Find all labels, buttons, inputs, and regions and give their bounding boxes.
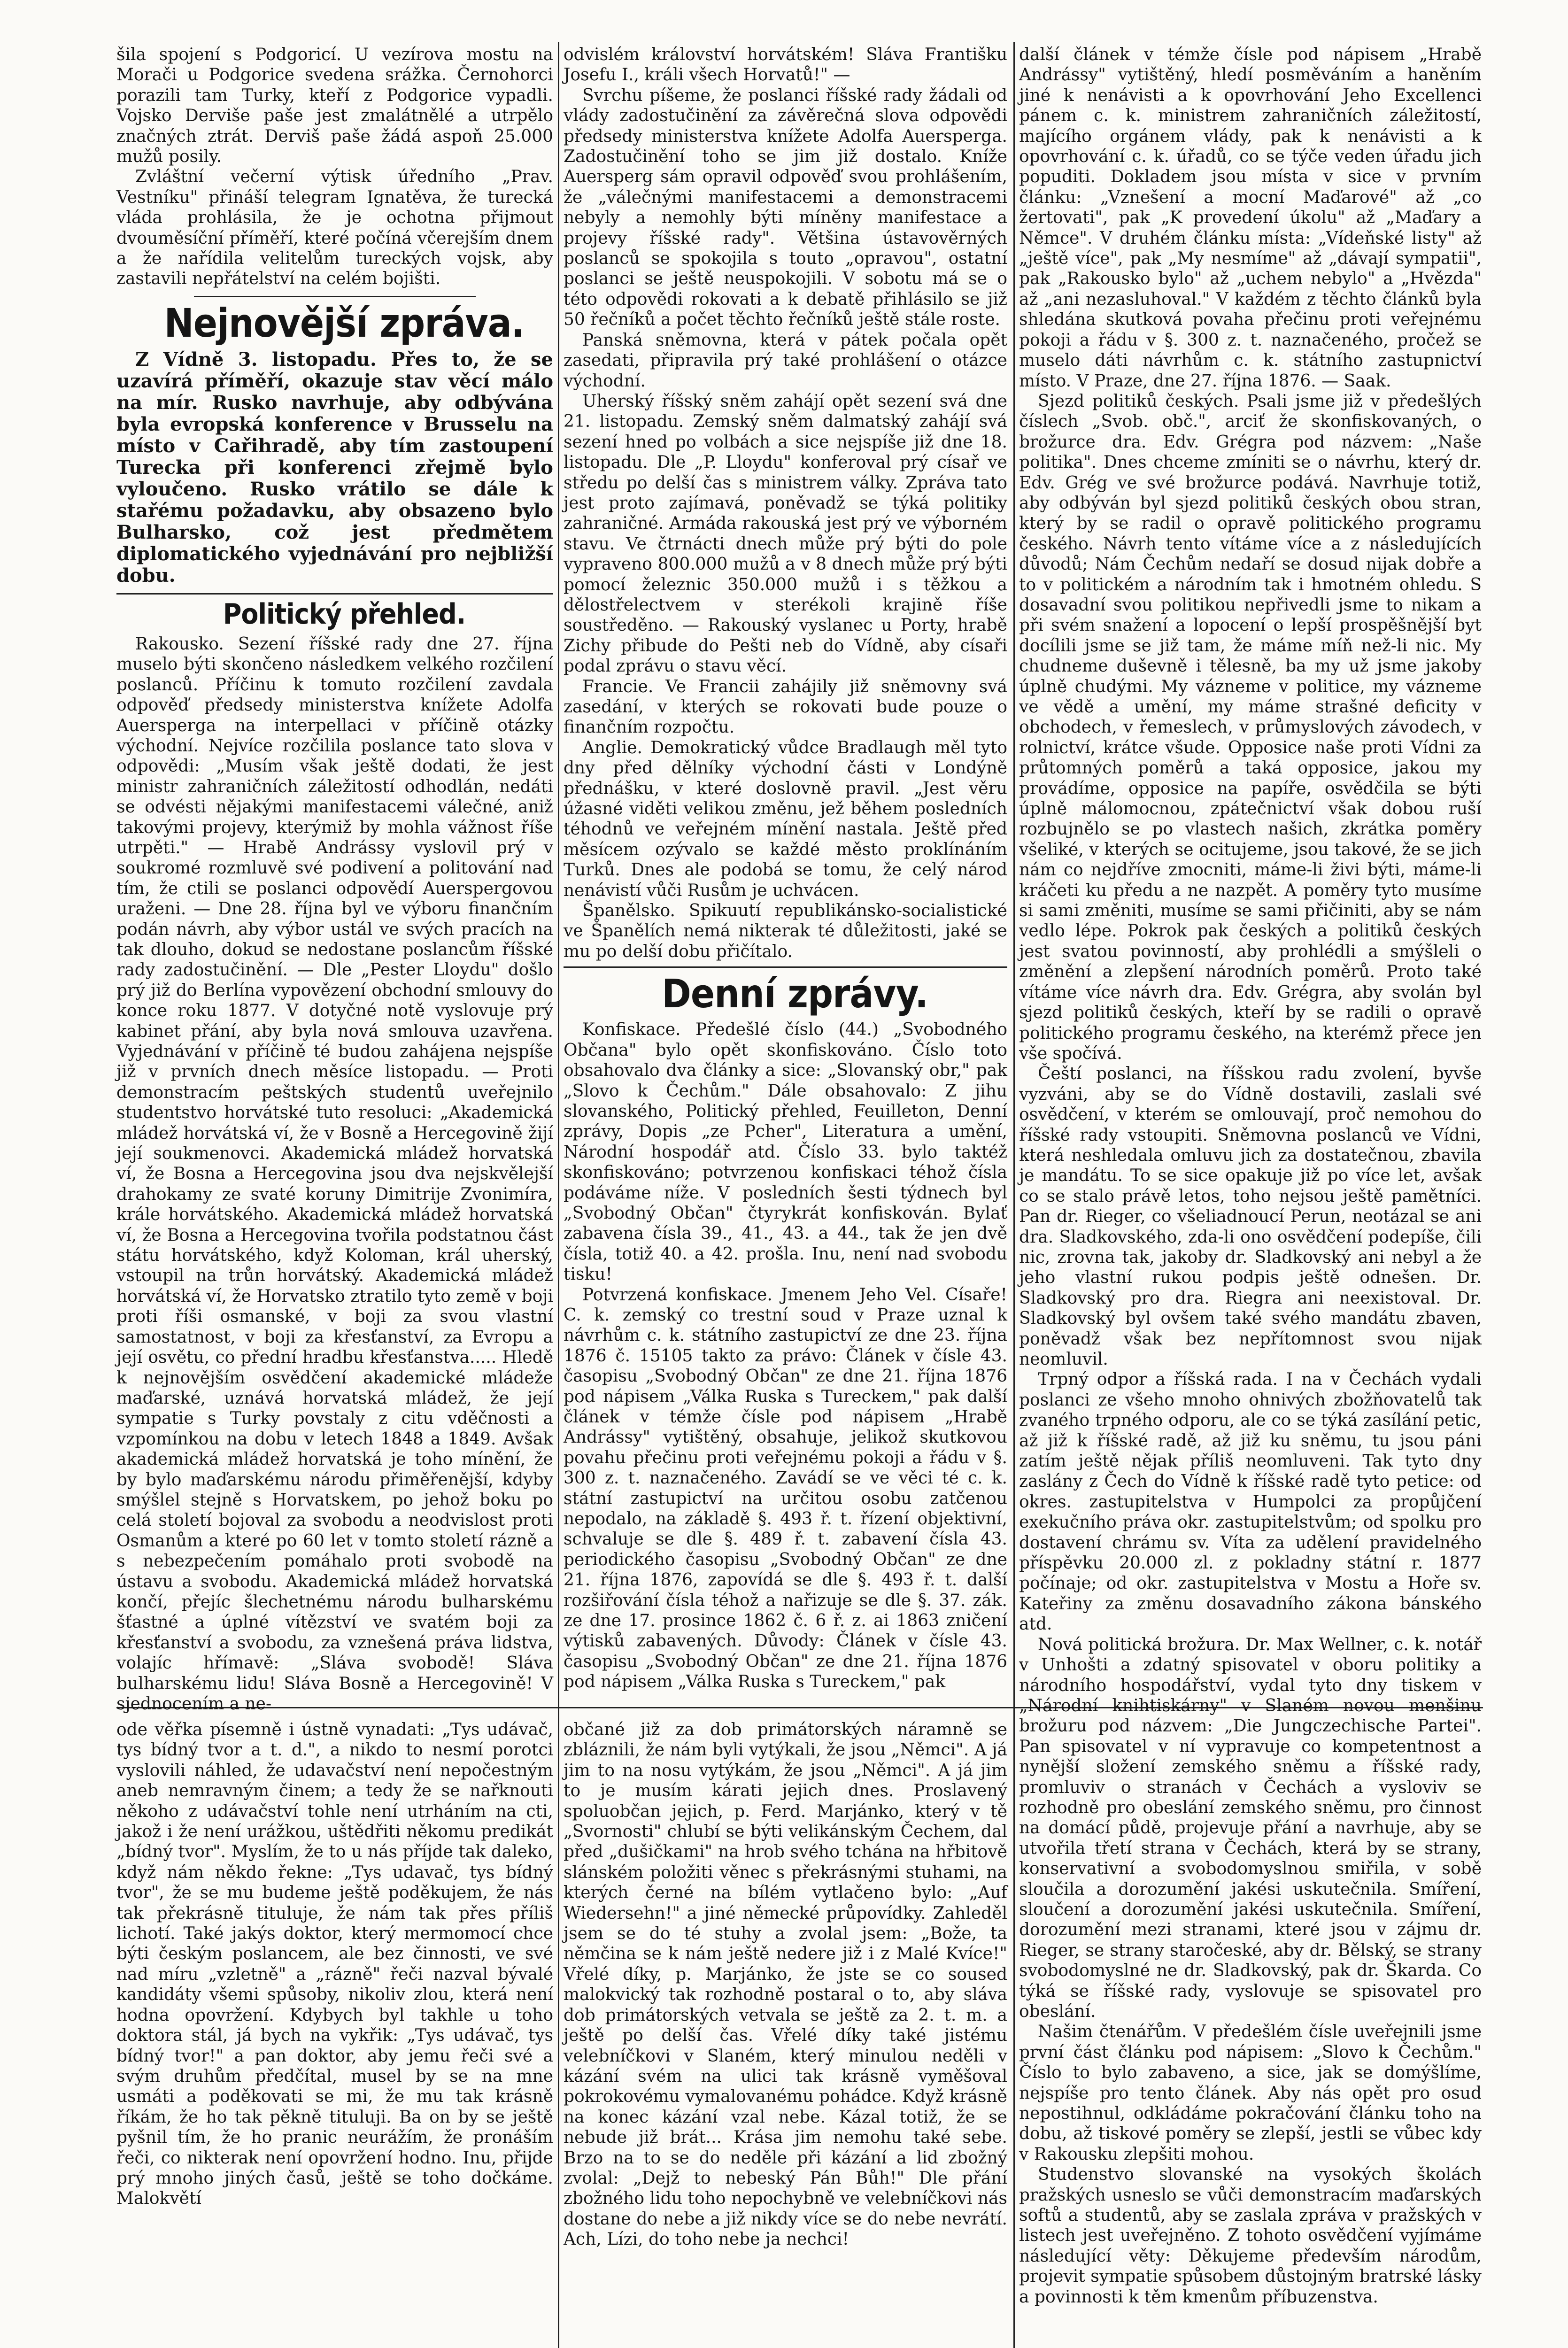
article-paragraph: Trpný odpor a říšská rada. I na v Čechách vydali poslanci ze všeho mnoho ohnivých zbožňovatelů tak zvaného trpného odporu, ale co se týká zasílání petic, až již k říšské radě, až již ku sněmu, tu jsou páni zatím ještě nějak příliš neomluveni. Tak tyto dny zaslány z Čech do Vídně k říšské radě tyto petice: od okres. zastupitelstva v Humpolci za propůjčení exekučního práva okr. zastupitelstvům; od spolku pro dostavení chrámu sv. Víta za udělení pravidelného příspěvku 20.000 zl. z pokladny státní r. 1877 počínaje; od okr. zastupitelstva v Mostu a Hoře sv. Kateřiny za změnu dosavadního zákona bánského atd. [1019,1370,1482,1634]
article-paragraph: Uherský říšský sněm zahájí opět sezení svá dne 21. listopadu. Zemský sněm dalmatský zahájí svá sezení hned po volbách a sice nejspíše již dne 18. listopadu. Dle „P. Lloydu" konferoval prý císař ve středu po delší čas s ministrem války. Zpráva tato jest proto zajímavá, poněvadž se týká politiky zahraničné. Armáda rakouská jest prý ve výborném stavu. Ve čtrnácti dnech může prý býti do pole vypraveno 800.000 mužů a v 8 dnech může prý býti pomocí železnic 350.000 mužů i s těžkou a dělostřelectvem v sterékoli krajině říše soustředěno. — Rakouský vyslanec u Porty, hrabě Zichy přibude do Pešti neb do Vídně, aby císaři podal zprávu o stavu věcí. [564,391,1007,676]
article-paragraph: Zvláštní večerní výtisk úředního „Prav. Vestníku" přináší telegram Ignatěva, že turecká vláda prohlásila, že je ochotna přijmout dvouměsíční příměří, které počíná včerejším dnem a že nařídila velitelům tureckých vojsk, aby zastavili nepřátelství na celém bojišti. [116,167,553,289]
article-paragraph: Sjezd politiků českých. Psali jsme již v předešlých číslech „Svob. obč.", arciť že skonfiskovaných, o brožurce dra. Edv. Grégra pod názvem: „Naše politika". Dnes chceme zmíniti se o návrhu, který dr. Edv. Grég ve své brožurce podává. Navrhuje totiž, aby odbýván byl sjezd politiků českých obou stran, který by se radil o opravě politického programu českého. Návrh tento vítáme více a z následujících důvodů; Nám Čechům nedaří se dosud nijak dobře a to v politickém a národním tak i hmotném ohledu. S dosavadní svou politikou nepřivedli jsme to nikam a při svém snažení a lopocení o lepší prospěšnější byt docílili jsme se již tam, že máme míň než-li nic. My chudneme duševně i tělesně, ba my už jsme jakoby úplně chudými. My vázneme v politice, my vázneme ve vědě a umění, my máme strašné deficity v obchodech, v řemeslech, v průmyslových závodech, v rolnictví, krátce všude. Opposice naše proti Vídni za průtomných poměrů a taká opposice, jakou my provádíme, opposice na papíře, osvědčila se býti úplně málomocnou, zpátečnictví však dobou ruší rozbujnělo se po vlastech našich, zkrátka poměry všeliké, v kterých se ocitujeme, jsou takové, že se jich nám co nejdříve zmocniti, máme-li živi býti, máme-li kráčeti ku předu a ne nazpět. A poměry tyto musíme si sami změniti, musíme se sami přičiniti, aby se nám vedlo lépe. Pokrok pak českých a politiků českých jest svatou povinností, aby prohlédli a smýšleli o změnění a zlepšení národních poměrů. Proto také vítáme více návrh dra. Edv. Grégra, aby svolán byl sjezd politiků českých, kteří by se radili o opravě politického programu českého, na kterémž přece jen vše spočívá. [1019,391,1482,1063]
article-paragraph: Studenstvo slovanské na vysokých školách pražských usneslo se vůči demonstracím maďarských softů a studentů, aby se zaslala zpráva v pražských v listech jest uveřejněno. Z tohoto osvědčení vyjímáme následující věty: Děkujeme především národům, projevit sympatie spůsobem důstojným bratrské lásky a povinnosti k těm kmenům příbuzenstva. [1019,2165,1482,2307]
review-heading: Politický přehled. [223,597,466,631]
column-1-top [116,45,553,1714]
column-divider-left [558,42,559,2348]
article-paragraph: Našim čtenářům. V předešlém čísle uveřejnili jsme první část článku pod nápisem: „Slovo k Čechům." Číslo to bylo zabaveno, a sice, jak se domýšlíme, nejspíše pro tento článek. Aby nás opět pro osud nepostihnul, odkládáme pokračování článku toho na dobu, až tiskové poměry se zlepší, jestli se vůbec kdy v Rakousku zlepšiti mohou. [1019,2022,1482,2164]
article-paragraph: další článek v témže čísle pod nápisem „Hrabě Andrássy" vytištěný, hledí posměváním a haněním jiné k nenávisti a k opovrhování Jeho Excellenci pánem c. k. ministrem zahraničních záležitostí, majícího orgánem vlády, pak k nenávisti a k opovrhování c. k. úřadů, co se týče veden úřadu jich popuditi. Dokladem jsou místa v sice v prvním článku: „Vznešení a mocní Maďarové" až „co žertovati", pak „K provedení úkolu" až „Maďary a Němce". V druhém článku místa: „Vídeňské listy" až „ještě více", pak „My nesmíme" až „dávají sympatii", pak „Rakousko bylo" až „uchem nebylo" a „Hvězda" až „ani nezasluhoval." V každém z těchto článků byla shledána skutková povaha přečinu proti veřejnému pokoji a řádu v §. 300 z. t. naznačeného, pročež se muselo dáti návrhům c. k. státního zastupnictví místo. V Praze, dne 27. října 1876. — Saak. [1019,45,1482,391]
column-2-bottom [564,1720,1007,2348]
feuilleton-paragraph: ode věřka písemně i ústně vynadati: „Tys udávač, tys bídný tvor a t. d.", a nikdo to nesmí porotci vyslovili náhled, že udavačství není nepočestným aneb nemravným činem; a tedy že se nařknouti někoho z udávačství tohle není utrháním na cti, jakož i že není urážkou, uštědřiti někomu predikát „bídný tvor". Myslím, že to u nás příjde tak daleko, když nám někdo řekne: „Tys udavač, tys bídný tvor", že se mu budeme ještě poděkujem, že nás tak překrásně tituluje, že nám tak přes příliš lichotí. Také jakýs doktor, který mermomocí chce býti českým poslancem, ale bez činnosti, ve své nad míru „vzletně" a „rázně" řeči nazval bývalé kandidáty všemi spůsoby, nikoliv zlou, která není hodna opovržení. Kdybych byl takhle u toho doktora stál, já bych na vykřik: „Tys udávač, tys bídný tvor!" a pan doktor, aby jemu řeči své a svým druhům předčítal, musel by se na mne usmáti a poděkovati se mi, že mu tak krásně říkám, že ho tak pěkně tituluji. Ba on by se ještě pyšnil tím, že ho pranic neurážím, že pronáším řeči, co nikterak není opovržení hodno. Inu, přijde prý mnoho jiných časů, ještě se toho dočkáme. Malokvětí [116,1720,553,2209]
article-paragraph: šila spojení s Podgoricí. U vezírova mostu na Morači u Podgorice svedena srážka. Černohorci porazili tam Turky, kteří z Podgorice vypadli. Vojsko Derviše paše jest zmalátnělé a utrpělo značných ztrát. Derviš paše žádá aspoň 25.000 mužů posily. [116,45,553,167]
article-paragraph: Konfiskace. Předešlé číslo (44.) „Svobodného Občana" bylo opět skonfiskováno. Číslo toto obsahovalo dva články a sice: „Slovanský obr," pak „Slovo k Čechům." Dále obsahovalo: Z jihu slovanského, Politický přehled, Feuilleton, Denní zprávy, Dopis „ze Pcher", Literatura a umění, Národní hospodář atd. Číslo 33. bylo taktéž skonfiskováno; potvrzenou konfiskaci téhož čísla podáváme níže. V posledních šesti týdnech byl „Svobodný Občan" čtyrykrát konfiskován. Bylať zabavena čísla 39., 41., 43. a 44., tak že jen dvě čísla, totiž 40. a 42. prošla. Inu, není nad svobodu tisku! [564,1020,1007,1284]
column-divider-right [1013,42,1015,2348]
daily-heading: Denní zprávy. [662,971,928,1017]
article-paragraph: Nová politická brožura. Dr. Max Wellner, c. k. notář v Unhošti a zdatný spisovatel v oboru politiky a národního hospodářství, vydal tyto dny tiskem v „Národní knihtiskárny" v Slaném novou menšinu brožuru pod názvem: „Die Jungczechische Partei". Pan spisovatel v ní vypravuje co kompetentnost a nynější složení zemského sněmu a říšské rady, promluviv o stranách v Čechách a vysloviv se rozhodně pro obeslání zemského sněmu, pro činnost na domácí půdě, projevuje přání a navrhuje, aby se utvořila třetí strana v Čechách, která by se strany, konservativní a svobodomyslnou smiřila, v sobě sloučila a dorozumění jakési uskutečnila. Smíření, sloučení a dorozumění jakési uskutečnila. Smíření, dorozumění mezi stranami, které jsou v zájmu dr. Rieger, se strany staročeské, aby dr. Bělský, se strany svobodomyslné ne dr. Sladkovský, pak dr. Škarda. Co týká se říšské rady, vyslovuje se spisovatel pro obeslání. [1019,1635,1482,2021]
article-paragraph: Anglie. Demokratický vůdce Bradlaugh měl tyto dny před dělníky východní části v Londýně přednášku, v které doslovně pravil. „Jest věru úžasné viděti velikou změnu, jež během posledních téhodnů ve veřejném mínění nastala. Ještě před měsícem ozývalo se každé město proklínáním Turků. Dnes ale podobá se tomu, že celý národ nenávistí vůči Rusům je uchvácen. [564,738,1007,900]
article-paragraph: Francie. Ve Francii zahájily již sněmovny svá zasedání, v kterých se rokovati bude pouze o finančním rozpočtu. [564,677,1007,737]
newest-report: Z Vídně 3. listopadu. Přes to, že se uzavírá příměří, okazuje stav věcí málo na mír. Rusko navrhuje, aby odbývána byla evropská konference v Brusselu na místo v Cařihradě, aby tím zastoupení Turecka při konferenci zřejmě bylo vyloučeno. Rusko vrátilo se dále k stařému požadavku, aby obsazeno bylo Bulharsko, což jest předmětem diplomatického vyjednávání pro nejbližší dobu. [116,348,553,587]
article-paragraph: odvislém království horvátském! Sláva Františku Josefu I., králi všech Horvatů!" — [564,45,1007,85]
article-paragraph: Čeští poslanci, na říšskou radu zvolení, byvše vyzváni, aby se do Vídně dostavili, zaslali své osvědčení, v kterém se omlouvají, proč nemohou do říšské rady vstoupiti. Sněmovna poslanců ve Vídni, která neshledala omluvu jich za dostatečnou, zbavila je mandátu. To se sice opakuje již po více let, avšak co se stalo právě letos, toho nejsou ještě pamětníci. Pan dr. Rieger, co všeliadnoucí Perun, neotázal se ani dra. Sladkovského, zda-li ono osvědčení podepíše, čili nic, zrovna tak, jakoby dr. Sladkovský ani nebyl a že jeho vlastní rukou podpis ještě odnešen. Dr. Sladkovský pro dra. Riegra ani neexistoval. Dr. Sladkovský byl ovšem také svého mandátu zbaven, poněvadž však bez nepřítomnost svou nijak neomluvil. [1019,1064,1482,1369]
review-body: Rakousko. Sezení říšské rady dne 27. října muselo býti skončeno následkem velkého rozčilení poslanců. Příčinu k tomuto rozčilení zavdala odpověď předsedy ministerstva knížete Adolfa Auersperga na interpellaci v příčině otázky východní. Nejvíce rozčilila poslance tato slova v odpovědi: „Musím však ještě dodati, že jest ministr zahraničních záležitostí odhodlán, nedáti se odvésti nějakými manifestacemi válečné, aniž takovými projevy, kterýmiž by mohla vážnost říše utrpěti." — Hrabě Andrássy vyslovil prý v soukromé rozmluvě své podivení a politování nad tím, že ctili se poslanci odpovědí Auerspergovou uraženi. — Dne 28. října byl ve výboru finančním podán návrh, aby výbor ustál ve svých pracích na tak dlouho, dokud se nedostane poslancům říšské rady zadostučinění. — Dle „Pester Lloydu" došlo prý již do Berlína vypovězení obchodní smlouvy do konce roku 1877. V dotyčné notě vyslovuje prý kabinet přání, aby byla nová smlouva uzavřena. Vyjednávání v příčině té budou zahájena nejspíše již v prvních dnech měsíce listopadu. — Proti demonstracím peštských studentů uveřejnilo studentstvo horvátské tuto resoluci: „Akademická mládež horvátská ví, že v Bosně a Hercegovině žijí její soukmenovci. Akademická mládež horvatská ví, že Bosna a Hercegovina jsou dva nejskvělejší drahokamy ze svaté koruny Dimitrije Zvonimíra, krále horvátského. Akademická mládež horvatská ví, že Bosna a Hercegovina tvořila podstatnou část státu horvátského, když Koloman, král uherský, vstoupil na trůn horvátský. Akademická mládež horvátská ví, že Horvatsko ztratilo tyto země v boji proti říši osmanské, v boji za svou vlastní samostatnost, v boji za křesťanství, za Evropu a její osvětu, co přední hradbu křesťanstva..... Hledě k nejnovějším osvědčení akademické mládeže maďarské, uznává horvatská mládež, že její sympatie s Turky povstaly z citu vděčnosti a vzpomínkou na dobu v letech 1848 a 1849. Avšak akademická mládež horvatská je toho mínění, že by bylo maďarskému národu přiměřenější, kdyby smýšlel stejně s Horvatskem, po jehož boku po celá století bojoval za svobodu a neodvislost proti Osmanům a které po 60 let v tomto století rázně a s nebezpečením pomáhalo proti svobodě na ústavu a svobodu. Akademická mládež horvatská končí, přejíc šlechetnému národu bulharskému šťastné a úplné vítězství ve svatém boji za křesťanství a svobodu, za vznešená práva lidstva, volajíc hřímavě: „Sláva svobodě! Sláva bulharskému lidu! Sláva Bosně a Hercegovině! V sjednocením a ne- [116,634,553,1714]
article-paragraph: Svrchu píšeme, že poslanci říšské rady žádali od vlády zadostučinění za závěrečná slova odpovědi předsedy ministerstva knížete Adolfa Auersperga. Zadostučinění toho se jim již dostalo. Kníže Auersperg sám opravil odpověď svou prohlášením, že „válečnými manifestacemi a demonstracemi nebyly a nemohly býti míněny manifestace a projevy říšské rady". Většina ústavověrných poslanců se spokojila s touto „opravou", ostatní poslanci se ještě neuspokojili. V sobotu má se o této odpovědi rokovati a k debatě přihlásilo se již 50 řečníků a počet těchto řečníků ještě stále roste. [564,85,1007,330]
rule [116,593,553,595]
rule [564,966,1007,968]
article-paragraph: Španělsko. Spikuutí republikánsko-socialistické ve Španělích nemá nikterak té důležitosti, jaké se mu po delší dobu přičítalo. [564,901,1007,961]
feuilleton-paragraph: občané již za dob primátorských náramně se zbláznili, že nám byli vytýkali, že jsou „Němci". A já jim to na nosu vytýkám, že jsou „Němci". A já jim to je musím kárati jejich dnes. Proslavený spoluobčan jejich, p. Ferd. Marjánko, který v tě „Svornosti" chlubí se býti velikánským Čechem, dal před „dušičkami" na hrob svého tchána na hřbitově slánském položiti věnec s překrásnými stuhami, na kterých černé na bílém vytlačeno bylo: „Auf Wiedersehn!" a jiné německé průpovídky. Zahleděl jsem se do té stuhy a zvolal jsem: „Bože, ta němčina se k nám ještě nedere již i z Malé Kvíce!" Vřelé díky, p. Marjánko, že jste se co soused malokvický tak rozhodně postaral o to, aby sláva dob primátorských vetvala se ještě za 2. t. m. a ještě po delší čas. Vřelé díky také jistému velebníčkovi v Slaném, který minulou neděli v kázání svém na ulici tak krásně vyměšoval pokrokovému vymalovanému pohádce. Když krásně na konec kázání vzal nebe. Kázal totiž, že se nebude již brát... Krása jim nemohu také sebe. Brzo na to se do neděle při kázání a lid zbožný zvolal: „Dejž to nebeský Pán Bůh!" Dle přání zbožného lidu toho nepochybně ve velebníčkovi nás dostane do nebe a již nikdy více se do nebe nevrátí. Ach, Lízi, do toho nebe ja nechci! [564,1720,1007,2249]
short-rule [194,296,476,297]
column-1-bottom [116,1720,553,2348]
article-paragraph: Potvrzená konfiskace. Jmenem Jeho Vel. Císaře! C. k. zemský co trestní soud v Praze uznal k návrhům c. k. státního zastupictví ze dne 23. října 1876 č. 15105 takto za právo: Článek v čísle 43. časopisu „Svobodný Občan" ze dne 21. října 1876 pod nápisem „Válka Ruska s Tureckem," pak další článek v témže čísle pod nápisem „Hrabě Andrássy" vytištěný, obsahuje, jelikož skutkovou povahu přečinu proti veřejnému pokoji a řádu v §. 300 z. t. naznačeného. Zavádí se ve věci té c. k. státní zastupictví na určitou osobu zatčenou nepodalo, na základě §. 493 ř. t. řízení objektivní, schvaluje se dle §. 489 ř. t. zabavení čísla 43. periodického časopisu „Svobodný Občan" ze dne 21. října 1876, zapovídá se dle §. 493 ř. t. další rozšiřování čísla téhož a nařizuje se dle §. 37. zák. ze dne 17. prosince 1862 č. 6 ř. z. ai 1863 zničení výtisků zabavených. Důvody: Článek v čísle 43. časopisu „Svobodný Občan" ze dne 21. října 1876 pod nápisem „Válka Ruska s Tureckem," pak [564,1285,1007,1692]
column-3-top [1019,45,1482,2307]
column-2-top [564,45,1007,1698]
article-paragraph: Panská sněmovna, která v pátek počala opět zasedati, připravila prý také prohlášení o otázce východní. [564,330,1007,391]
newest-heading: Nejnovější zpráva. [164,300,525,346]
